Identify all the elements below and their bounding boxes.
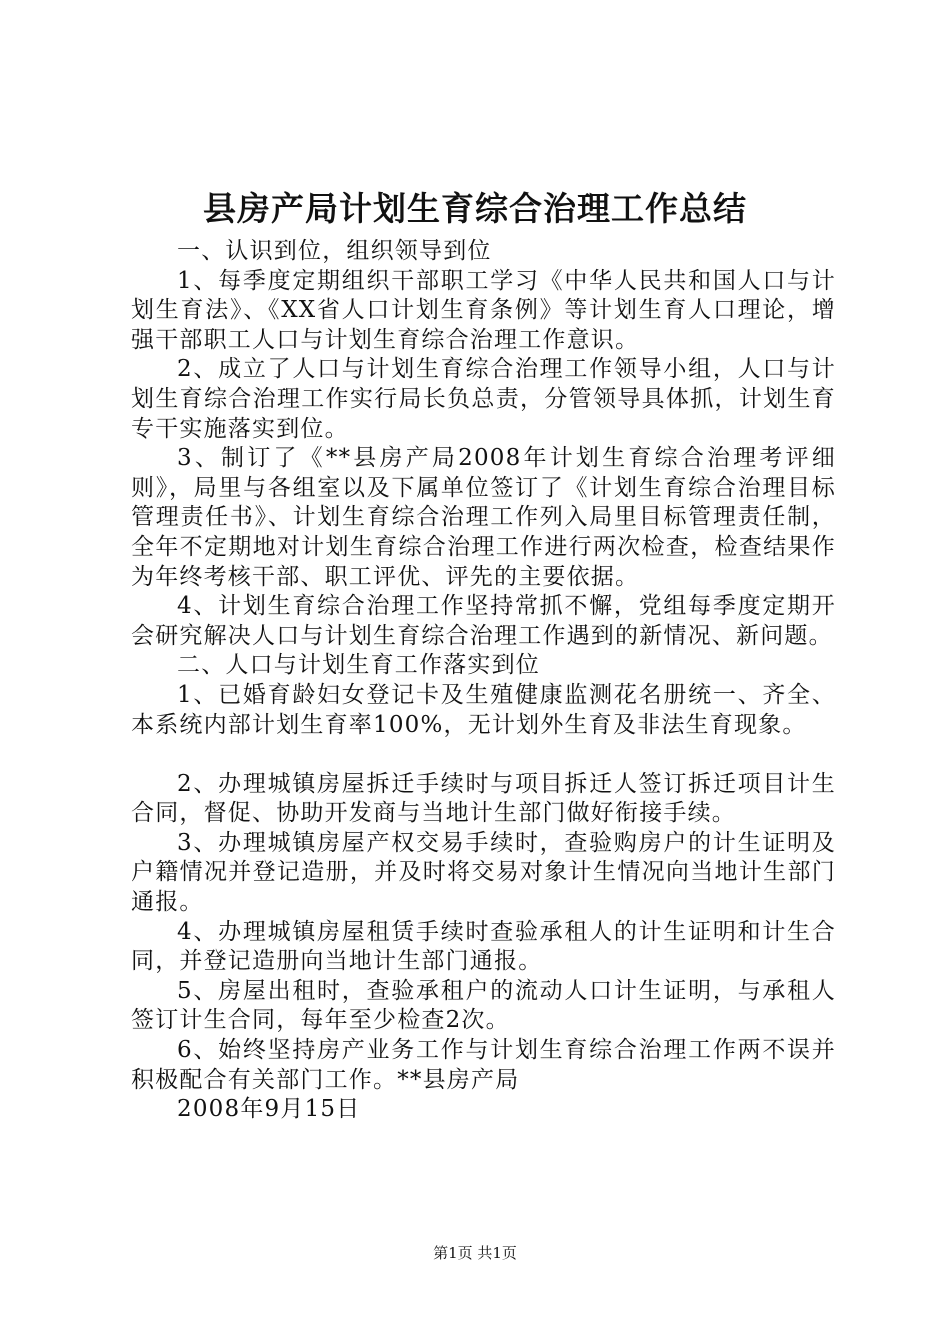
paragraph: 4、计划生育综合治理工作坚持常抓不懈，党组每季度定期开会研究解决人口与计划生育综合治理工作遇到的新情况、新问题。 — [131, 593, 836, 649]
paragraph: 3、办理城镇房屋产权交易手续时，查验购房户的计生证明及户籍情况并登记造册，并及时将交易对象计生情况向当地计生部门通报。 — [131, 829, 836, 916]
document-date: 2008年9月15日 — [177, 1096, 361, 1123]
document-body — [131, 237, 836, 1125]
paragraph: 2、办理城镇房屋拆迁手续时与项目拆迁人签订拆迁项目计生合同，督促、协助开发商与当地计生部门做好衔接手续。 — [131, 770, 836, 827]
section-heading-1: 一、认识到位，组织领导到位 — [177, 238, 492, 264]
section-heading-2: 二、人口与计划生育工作落实到位 — [177, 652, 540, 679]
paragraph: 5、房屋出租时，查验承租户的流动人口计生证明，与承租人签订计生合同，每年至少检查2次。 — [131, 977, 836, 1034]
page-footer: 第1页 共1页 — [433, 1244, 517, 1262]
paragraph: 4、办理城镇房屋租赁手续时查验承租人的计生证明和计生合同，并登记造册向当地计生部门通报。 — [131, 918, 836, 975]
paragraph: 2、成立了人口与计划生育综合治理工作领导小组，人口与计划生育综合治理工作实行局长负总责，分管领导具体抓，计划生育专干实施落实到位。 — [131, 356, 836, 442]
document-title: 县房产局计划生育综合治理工作总结 — [203, 189, 747, 228]
paragraph: 1、每季度定期组织干部职工学习《中华人民共和国人口与计划生育法》、《XX省人口计划生育条例》等计划生育人口理论，增强干部职工人口与计划生育综合治理工作意识。 — [131, 267, 836, 353]
paragraph: 6、始终坚持房产业务工作与计划生育综合治理工作两不误并积极配合有关部门工作。**县房产局 — [131, 1037, 836, 1093]
paragraph: 3、制订了《**县房产局2008年计划生育综合治理考评细则》，局里与各组室以及下属单位签订了《计划生育综合治理目标管理责任书》、计划生育综合治理工作列入局里目标管理责任制，全年不定期地对计划生育综合治理工作进行两次检查，检查结果作为年终考核干部、职工评优、评先的主要依据。 — [131, 445, 836, 590]
paragraph: 1、已婚育龄妇女登记卡及生殖健康监测花名册统一、齐全、本系统内部计划生育率100%，无计划外生育及非法生育现象。 — [131, 681, 836, 738]
